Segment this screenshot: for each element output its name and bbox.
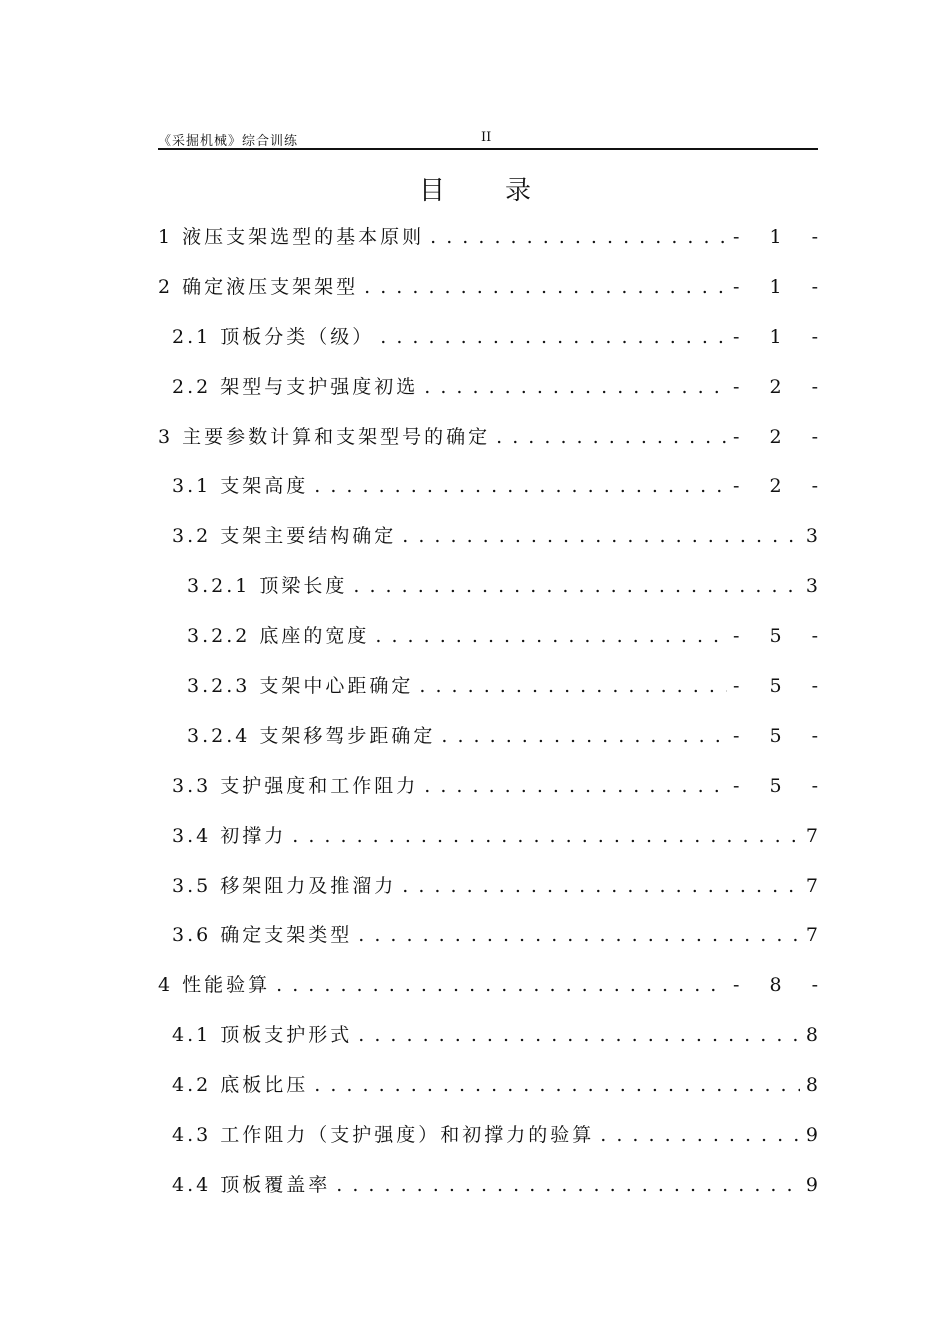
- toc-entry-label: 4.3 工作阻力（支护强度）和初撑力的验算: [172, 1124, 595, 1147]
- toc-entry[interactable]: [158, 621, 830, 671]
- toc-entry[interactable]: [158, 571, 830, 621]
- toc-entry-page: - 5 -: [732, 774, 830, 797]
- toc-leader-dots: [375, 625, 727, 647]
- toc-entry[interactable]: [158, 422, 830, 472]
- toc-entry-page: 3: [805, 525, 830, 548]
- toc-leader-dots: [402, 525, 800, 547]
- toc-entry-page: - 8 -: [732, 974, 830, 997]
- toc-entry-page: 9: [805, 1124, 830, 1147]
- toc-entry-page: - 1 -: [732, 275, 830, 298]
- toc-leader-dots: [419, 675, 727, 697]
- toc-leader-dots: [424, 775, 727, 797]
- toc-entry-label: 3.2.1 顶梁长度: [187, 575, 348, 598]
- toc-entry[interactable]: [158, 471, 830, 521]
- toc-entry[interactable]: [158, 322, 830, 372]
- toc-entry[interactable]: [158, 771, 830, 821]
- toc-entry-page: - 2 -: [732, 375, 830, 398]
- toc-entry-label: 4.1 顶板支护形式: [172, 1024, 353, 1047]
- toc-entry-page: - 2 -: [732, 425, 830, 448]
- toc-leader-dots: [336, 1174, 800, 1196]
- toc-entry-label: 3.2.2 底座的宽度: [187, 625, 370, 648]
- header-book-title: 《采掘机械》综合训练: [158, 134, 299, 149]
- toc-leader-dots: [441, 725, 727, 747]
- toc-entry[interactable]: [158, 1170, 830, 1220]
- table-of-contents: [158, 222, 830, 1220]
- toc-entry[interactable]: [158, 920, 830, 970]
- toc-entry-page: 7: [805, 874, 830, 897]
- toc-leader-dots: [353, 575, 800, 597]
- toc-leader-dots: [430, 226, 727, 248]
- toc-leader-dots: [364, 276, 727, 298]
- toc-entry-page: 3: [805, 575, 830, 598]
- toc-leader-dots: [424, 376, 727, 398]
- toc-entry-page: 8: [805, 1074, 830, 1097]
- toc-leader-dots: [314, 475, 727, 497]
- toc-entry-label: 3 主要参数计算和支架型号的确定: [158, 425, 491, 448]
- toc-entry-page: - 5 -: [732, 625, 830, 648]
- toc-leader-dots: [314, 1074, 800, 1096]
- toc-entry[interactable]: [158, 1070, 830, 1120]
- toc-entry-page: 7: [805, 824, 830, 847]
- toc-entry[interactable]: [158, 1020, 830, 1070]
- toc-entry-label: 3.4 初撑力: [172, 824, 287, 847]
- toc-entry-label: 3.2.3 支架中心距确定: [187, 675, 414, 698]
- toc-entry-page: - 5 -: [732, 724, 830, 747]
- toc-entry[interactable]: [158, 521, 830, 571]
- toc-entry[interactable]: [158, 1120, 830, 1170]
- toc-entry[interactable]: [158, 821, 830, 871]
- toc-leader-dots: [402, 875, 800, 897]
- toc-entry-label: 2.2 架型与支护强度初选: [172, 375, 419, 398]
- toc-leader-dots: [292, 825, 800, 847]
- toc-entry[interactable]: [158, 272, 830, 322]
- toc-entry[interactable]: [158, 970, 830, 1020]
- toc-leader-dots: [276, 974, 727, 996]
- toc-entry-page: 8: [805, 1024, 830, 1047]
- toc-entry-page: 9: [805, 1173, 830, 1196]
- toc-entry-label: 3.3 支护强度和工作阻力: [172, 774, 419, 797]
- toc-entry-label: 4.2 底板比压: [172, 1074, 309, 1097]
- toc-entry-label: 3.1 支架高度: [172, 475, 309, 498]
- toc-entry[interactable]: [158, 222, 830, 272]
- toc-entry-label: 1 液压支架选型的基本原则: [158, 226, 425, 248]
- toc-entry[interactable]: [158, 871, 830, 921]
- toc-leader-dots: [496, 426, 727, 448]
- toc-entry[interactable]: [158, 671, 830, 721]
- toc-leader-dots: [358, 1024, 800, 1046]
- toc-leader-dots: [380, 326, 727, 348]
- toc-entry-label: 4.4 顶板覆盖率: [172, 1173, 331, 1196]
- header-page-number: II: [481, 130, 492, 145]
- toc-entry-label: 4 性能验算: [158, 974, 271, 997]
- toc-entry-label: 2 确定液压支架架型: [158, 275, 359, 298]
- toc-leader-dots: [358, 924, 800, 946]
- toc-entry-page: 7: [805, 924, 830, 947]
- toc-entry-page: - 5 -: [732, 675, 830, 698]
- toc-entry-label: 3.2 支架主要结构确定: [172, 525, 397, 548]
- toc-entry-page: - 1 -: [732, 325, 830, 348]
- toc-entry-label: 3.5 移架阻力及推溜力: [172, 874, 397, 897]
- running-header: [158, 128, 818, 150]
- toc-entry-page: - 2 -: [732, 475, 830, 498]
- toc-title: 目录: [418, 176, 591, 206]
- toc-entry-page: - 1 -: [732, 226, 830, 248]
- toc-leader-dots: [600, 1124, 800, 1146]
- toc-entry-label: 2.1 顶板分类（级）: [172, 325, 375, 348]
- toc-entry[interactable]: [158, 372, 830, 422]
- toc-entry-label: 3.6 确定支架类型: [172, 924, 353, 947]
- toc-entry[interactable]: [158, 721, 830, 771]
- toc-entry-label: 3.2.4 支架移驾步距确定: [187, 724, 436, 747]
